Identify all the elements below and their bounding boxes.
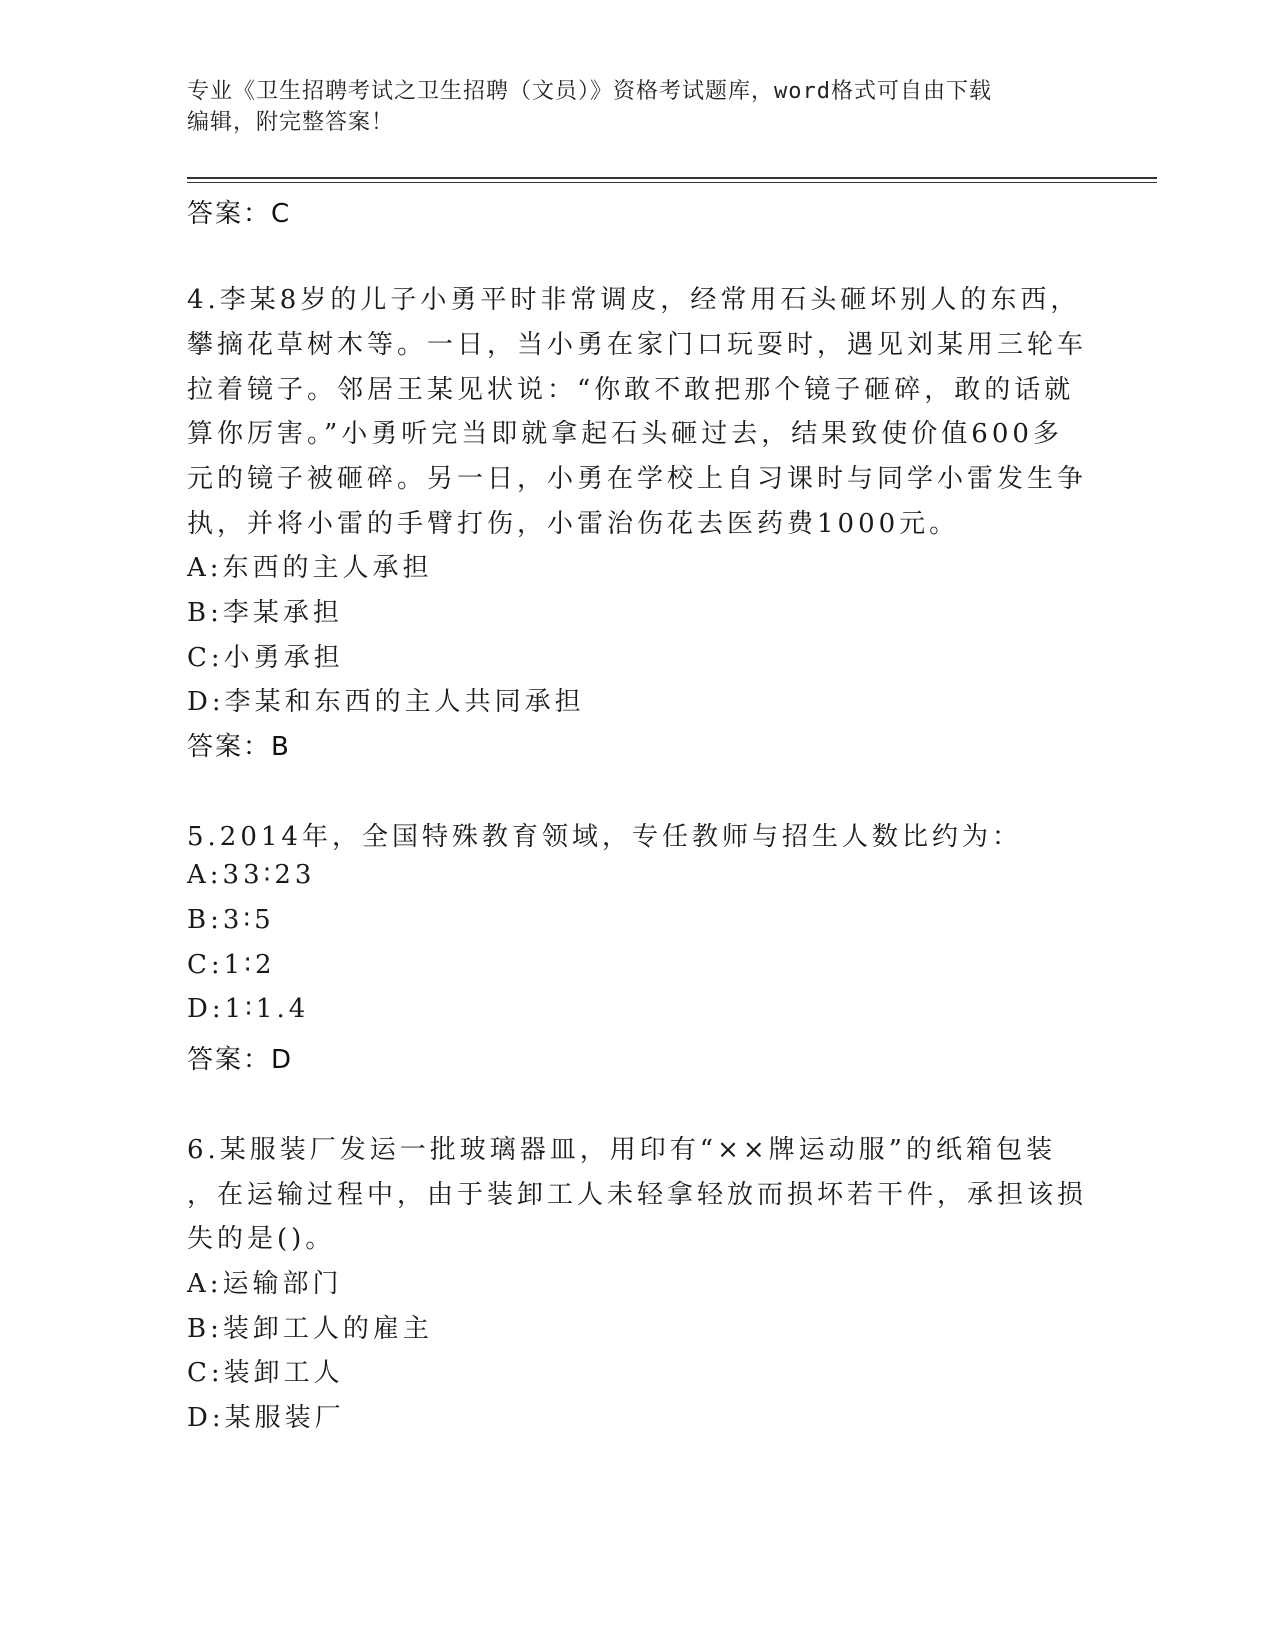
q6-option-b: B:装卸工人的雇主 [187, 1314, 433, 1344]
header-line-1: 专业《卫生招聘考试之卫生招聘（文员）》资格考试题库，word格式可自由下载 [187, 79, 992, 104]
q4-option-c: C:小勇承担 [187, 643, 344, 673]
q6-line-1: 6.某服装厂发运一批玻璃器皿，用印有“××牌运动服”的纸箱包装 [187, 1135, 1056, 1165]
q4-option-a: A:东西的主人承担 [187, 553, 433, 583]
q5-option-b: B:3∶5 [187, 905, 275, 935]
q4-option-d: D:李某和东西的主人共同承担 [187, 687, 585, 717]
q6-line-3: 失的是()。 [187, 1224, 336, 1254]
q4-line-3: 拉着镜子。邻居王某见状说：“你敢不敢把那个镜子砸碎，敢的话就 [187, 375, 1075, 405]
q5-answer: 答案：D [187, 1045, 294, 1075]
q4-answer: 答案：B [187, 732, 291, 762]
q6-option-d: D:某服装厂 [187, 1403, 345, 1433]
q6-line-2: ，在运输过程中，由于装卸工人未轻拿轻放而损坏若干件，承担该损 [187, 1180, 1088, 1210]
q5-line-1: 5.2014年，全国特殊教育领域，专任教师与招生人数比约为： [187, 822, 1022, 852]
q5-option-a: A:33∶23 [187, 860, 316, 890]
header-divider-thick [187, 177, 1157, 179]
document-header [187, 76, 1067, 138]
q4-line-1: 4.李某8岁的儿子小勇平时非常调皮，经常用石头砸坏别人的东西， [187, 285, 1081, 315]
header-divider-thin [187, 182, 1157, 183]
q4-line-6: 执，并将小雷的手臂打伤，小雷治伤花去医药费1000元。 [187, 509, 960, 539]
q4-option-b: B:李某承担 [187, 598, 343, 628]
q5-option-c: C:1∶2 [187, 950, 276, 980]
q5-option-d: D:1∶1.4 [187, 994, 310, 1024]
q4-line-4: 算你厉害。”小勇听完当即就拿起石头砸过去，结果致使价值600多 [187, 419, 1063, 449]
q4-line-2: 攀摘花草树木等。一日，当小勇在家门口玩耍时，遇见刘某用三轮车 [187, 330, 1088, 360]
q6-option-c: C:装卸工人 [187, 1358, 344, 1388]
header-line-2: 编辑，附完整答案！ [187, 110, 395, 135]
answer-previous: 答案：C [187, 199, 292, 229]
q4-line-5: 元的镜子被砸碎。另一日，小勇在学校上自习课时与同学小雷发生争 [187, 464, 1088, 494]
q6-option-a: A:运输部门 [187, 1269, 343, 1299]
